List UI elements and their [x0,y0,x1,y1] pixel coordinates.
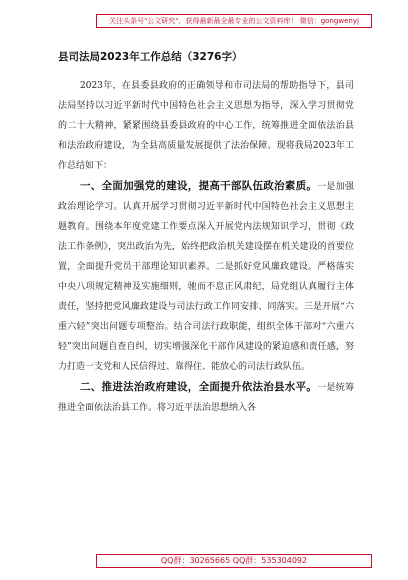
intro-text: 2023年，在县委县政府的正确领导和市司法局的帮助指导下，县司法局坚持以习近平新时代中国特色社会主义思想为指导，深入学习贯彻党的二十大精神，紧紧围绕县委县政府的中心工作，统筹推进全面依法治县和法治政府建设，为全县高质量发展提供了法治保障。现将我局2023年工作总结如下： [58,81,354,171]
section-one-text: 一是加强政治理论学习。认真开展学习贯彻习近平新时代中国特色社会主义思想主题教育。围绕本年度党建工作要点深入开展党内法规知识学习，贯彻《政法工作条例》，突出政治为先，始终把政治机关建设摆在机关建设的首要位置，全面提升党员干部理论知识素养。二是抓好党风廉政建设。严格落实中央八项规定精神及实施细则，驰而不息正风肃纪，局党组认真履行主体责任，坚持把党风廉政建设与司法行政工作同安排、同落实。三是开展“六重六轻”突出问题专项整治。结合司法行政职能，组织全体干部对“六重六轻”突出问题自查自纠，切实增强深化干部作风建设的紧迫感和责任感，努力打造一支党和人民信得过、靠得住、能放心的司法行政队伍。 [58,182,354,372]
qq-group-footer-banner: QQ群：30265665 QQ群：535304092 [96,554,372,568]
document-title: 县司法局2023年工作总结（3276字） [58,51,243,63]
intro-paragraph [58,76,354,176]
section-two-paragraph [58,377,354,418]
section-one-paragraph [58,176,354,377]
section-one-heading: 一、全面加强党的建设，提高干部队伍政治素质。 [80,180,318,192]
document-body [58,76,354,418]
section-two-text: 一是统筹推进全面依法治县工作。将习近平法治思想纳入各 [58,383,354,413]
section-two-heading: 二、推进法治政府建设，全面提升依法治县水平。 [80,381,318,393]
promo-header-banner: 关注头条号"公文研究"，获得最新最全最专业的公文资料库！ 微信：gongwenyj [96,14,372,28]
